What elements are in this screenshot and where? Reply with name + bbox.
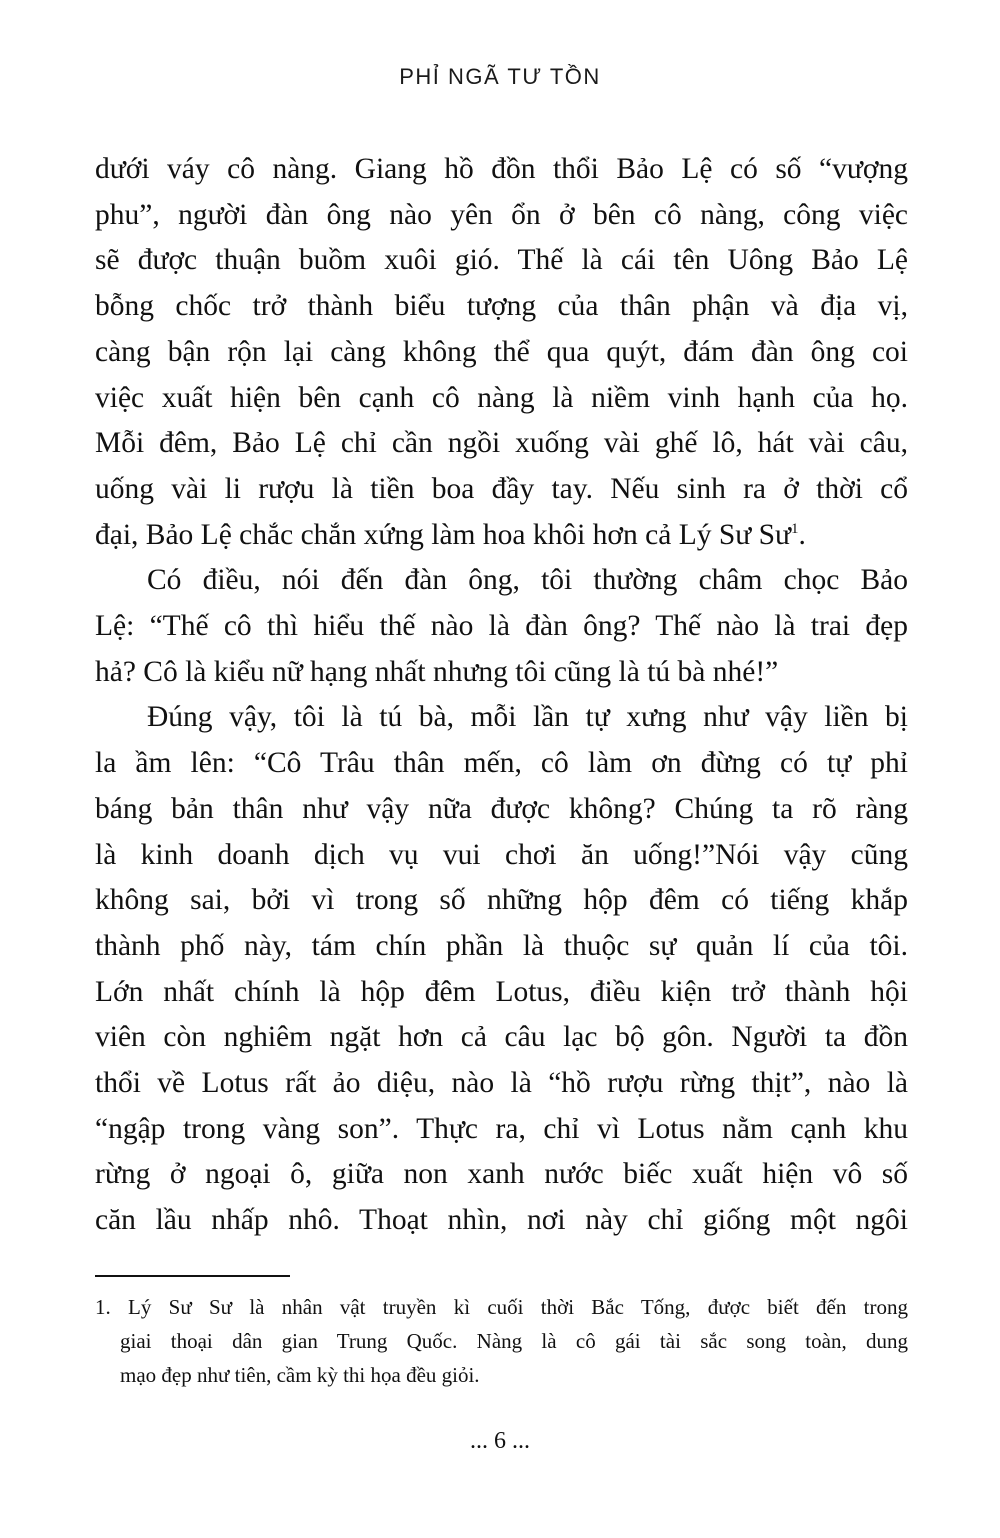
text-line: Đúng vậy, tôi là tú bà, mỗi lần tự xưng như vậy liền bị (147, 701, 908, 734)
footnote-line: giai thoại dân gian Trung Quốc. Nàng là cô gái tài sắc song toàn, dung (120, 1329, 908, 1353)
running-header-title: PHỈ NGÃ TƯ TỒN (399, 64, 601, 89)
text-line: “ngập trong vàng son”. Thực ra, chỉ vì Lotus nằm cạnh khu (95, 1112, 908, 1145)
text-line: thổi về Lotus rất ảo diệu, nào là “hồ rượu rừng thịt”, nào là (95, 1067, 908, 1100)
footnote (95, 1290, 908, 1392)
text-line-content: đại, Bảo Lệ chắc chắn xứng làm hoa khôi hơn cả Lý Sư Sư (95, 518, 792, 551)
footnote-line: 1. Lý Sư Sư là nhân vật truyền kì cuối thời Bắc Tống, được biết đến trong (95, 1295, 908, 1319)
page-number: ... 6 ... (470, 1428, 530, 1454)
text-line: là kinh doanh dịch vụ vui chơi ăn uống!”Nói vậy cũng (95, 838, 908, 871)
text-line (95, 513, 908, 559)
text-line: thành phố này, tám chín phần là thuộc sự quản lí của tôi. (95, 929, 908, 962)
footnote-reference: 1 (791, 520, 799, 537)
text-line: dưới váy cô nàng. Giang hồ đồn thổi Bảo Lệ có số “vượng (95, 153, 908, 185)
footnote-line: mạo đẹp như tiên, cầm kỳ thi họa đều giỏi. (120, 1363, 480, 1387)
text-line: không sai, bởi vì trong số những hộp đêm có tiếng khắp (95, 884, 908, 917)
text-line: la ầm lên: “Cô Trâu thân mến, cô làm ơn đừng có tự phỉ (95, 747, 908, 780)
text-line: báng bản thân như vậy nữa được không? Chúng ta rõ ràng (95, 792, 908, 825)
footnote-divider (95, 1275, 290, 1277)
text-line: Lệ: “Thế cô thì hiểu thế nào là đàn ông? Thế nào là trai đẹp (95, 610, 908, 643)
text-line: rừng ở ngoại ô, giữa non xanh nước biếc xuất hiện vô số (95, 1158, 908, 1191)
text-line: Lớn nhất chính là hộp đêm Lotus, điều kiện trở thành hội (95, 975, 908, 1008)
text-line: bỗng chốc trở thành biểu tượng của thân phận và địa vị, (95, 290, 908, 323)
text-line: viên còn nghiêm ngặt hơn cả câu lạc bộ gôn. Người ta đồn (95, 1021, 908, 1054)
text-line: căn lầu nhấp nhô. Thoạt nhìn, nơi này chỉ giống một ngôi (95, 1204, 908, 1237)
text-line: càng bận rộn lại càng không thể qua quýt, đám đàn ông coi (95, 335, 908, 368)
text-line-tail: . (798, 518, 806, 551)
text-line: hả? Cô là kiểu nữ hạng nhất nhưng tôi cũng là tú bà nhé!” (95, 655, 779, 688)
text-line: Có điều, nói đến đàn ông, tôi thường châm chọc Bảo (147, 564, 908, 597)
text-line: việc xuất hiện bên cạnh cô nàng là niềm vinh hạnh của họ. (95, 381, 908, 414)
text-line: sẽ được thuận buồm xuôi gió. Thế là cái tên Uông Bảo Lệ (95, 244, 908, 277)
text-line: Mỗi đêm, Bảo Lệ chỉ cần ngồi xuống vài ghế lô, hát vài câu, (95, 427, 908, 460)
main-text (95, 147, 908, 1244)
text-line: uống vài li rượu là tiền boa đầy tay. Nếu sinh ra ở thời cổ (95, 472, 908, 505)
text-line: phu”, người đàn ông nào yên ổn ở bên cô nàng, công việc (95, 198, 908, 231)
